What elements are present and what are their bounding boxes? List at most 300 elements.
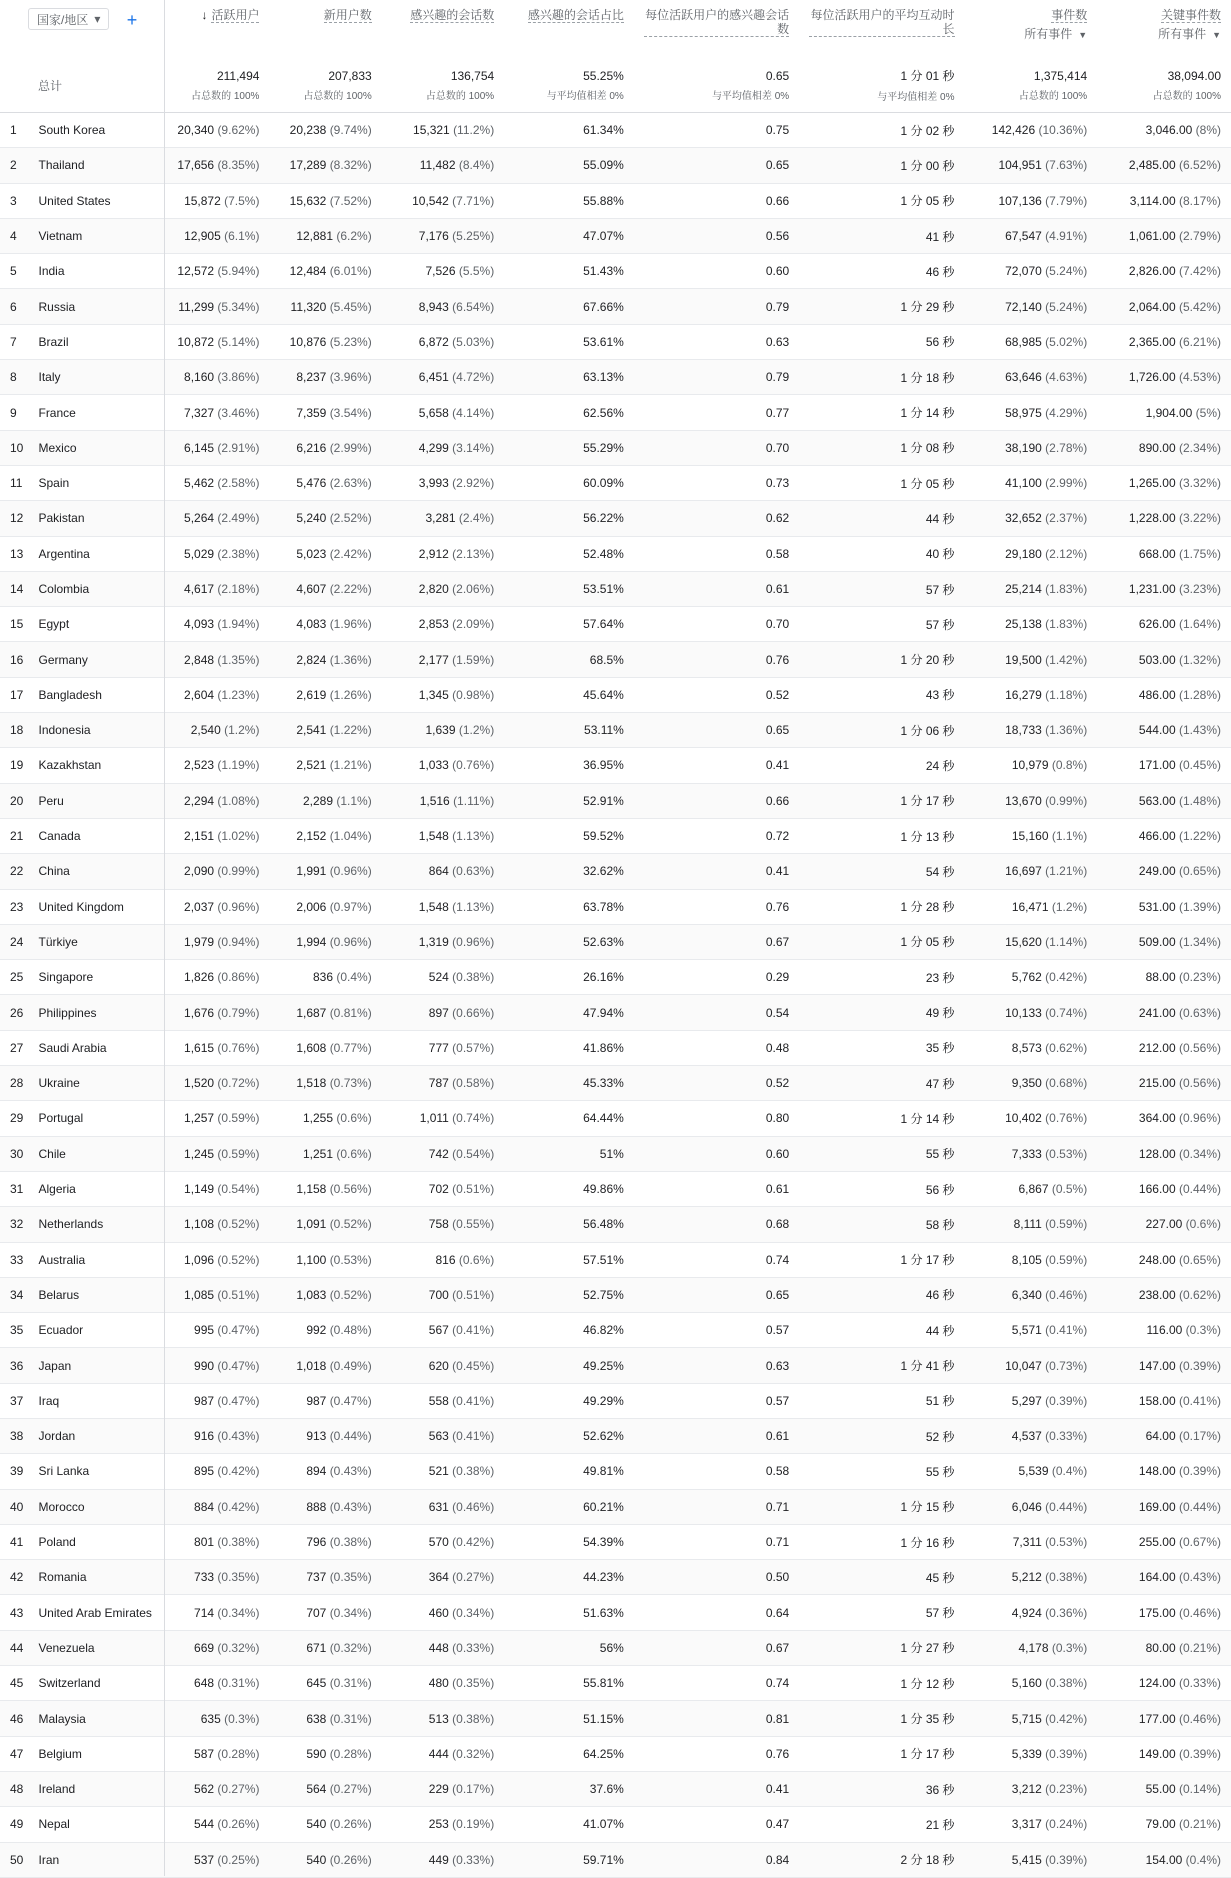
table-row[interactable] xyxy=(0,254,1231,289)
cell-new-users xyxy=(269,465,381,500)
cell-percent: (1.36%) xyxy=(329,652,372,667)
cell-value: 524 xyxy=(428,970,449,985)
cell-event-count xyxy=(965,1101,1098,1136)
cell-value: 1,033 xyxy=(418,758,449,773)
cell-value: 544.00 xyxy=(1138,723,1176,738)
cell-new-users xyxy=(269,395,381,430)
cell-percent: (0.39%) xyxy=(1045,1393,1088,1408)
table-row[interactable] xyxy=(0,1207,1231,1242)
table-row[interactable] xyxy=(0,360,1231,395)
cell-percent: (1.21%) xyxy=(329,758,372,773)
cell-active-users xyxy=(167,218,269,253)
cell-value: 6,867 xyxy=(1018,1182,1049,1197)
cell-key-events xyxy=(1097,1030,1231,1065)
row-country xyxy=(24,254,167,289)
key-event-filter-dropdown[interactable] xyxy=(1107,25,1221,42)
country-name: Ecuador xyxy=(38,1323,84,1338)
cell-value: 15,160 xyxy=(1011,829,1049,844)
rank-value: 27 xyxy=(10,1040,24,1055)
table-row[interactable] xyxy=(0,536,1231,571)
cell-percent: (0.38%) xyxy=(452,1464,495,1479)
cell-percent: (0.32%) xyxy=(329,1640,372,1655)
cell-engaged-sessions xyxy=(382,183,504,218)
cell-value: 1,345 xyxy=(418,687,449,702)
row-rank xyxy=(0,1807,24,1842)
table-row[interactable] xyxy=(0,1489,1231,1524)
table-row[interactable] xyxy=(0,1736,1231,1771)
cell-value: 4,299 xyxy=(418,440,449,455)
cell-active-users xyxy=(167,183,269,218)
table-row[interactable] xyxy=(0,465,1231,500)
cell-percent: (0.38%) xyxy=(1045,1570,1088,1585)
rank-value: 4 xyxy=(10,229,17,244)
cell-key-events xyxy=(1097,677,1231,712)
cell-percent: (0.97%) xyxy=(329,899,372,914)
table-row[interactable] xyxy=(0,642,1231,677)
cell-key-events xyxy=(1097,854,1231,889)
column-header-key-events[interactable] xyxy=(1097,0,1231,58)
total-sub: 占总数的 100% xyxy=(191,90,260,102)
cell-new-users xyxy=(269,501,381,536)
cell-value: 1,257 xyxy=(184,1111,215,1126)
cell-engaged-sessions-per-user xyxy=(634,960,799,995)
table-row[interactable] xyxy=(0,1701,1231,1736)
table-row[interactable] xyxy=(0,1242,1231,1277)
table-row[interactable] xyxy=(0,1101,1231,1136)
row-rank xyxy=(0,1454,24,1489)
table-row[interactable] xyxy=(0,1560,1231,1595)
cell-engaged-sessions xyxy=(382,1524,504,1559)
cell-engaged-sessions xyxy=(382,818,504,853)
table-row[interactable] xyxy=(0,1418,1231,1453)
cell-avg-engagement-time xyxy=(799,642,964,677)
row-country xyxy=(24,395,167,430)
cell-percent: (5.94%) xyxy=(217,264,260,279)
cell-event-count xyxy=(965,1842,1098,1877)
cell-event-count xyxy=(965,677,1098,712)
cell-engaged-sessions xyxy=(382,607,504,642)
cell-percent: (0.17%) xyxy=(452,1782,495,1797)
cell-value: 995 xyxy=(194,1323,215,1338)
row-country xyxy=(24,1030,167,1065)
cell-active-users xyxy=(167,1101,269,1136)
cell-new-users xyxy=(269,854,381,889)
dimension-selector[interactable] xyxy=(28,8,109,30)
cell-value: 364.00 xyxy=(1138,1111,1176,1126)
cell-value: 1,255 xyxy=(303,1111,334,1126)
table-row[interactable] xyxy=(0,148,1231,183)
cell-value: 466.00 xyxy=(1138,829,1176,844)
cell-event-count xyxy=(965,1277,1098,1312)
cell-key-events xyxy=(1097,113,1231,148)
cell-engagement-rate xyxy=(504,642,634,677)
cell-value: 17,289 xyxy=(289,158,327,173)
cell-value: 57 秒 xyxy=(925,1606,955,1621)
cell-engagement-rate xyxy=(504,1595,634,1630)
cell-value: 1,994 xyxy=(296,934,327,949)
table-row[interactable] xyxy=(0,1313,1231,1348)
cell-value: 0.58 xyxy=(765,1464,790,1479)
table-row[interactable] xyxy=(0,960,1231,995)
cell-percent: (0.21%) xyxy=(1178,1817,1221,1832)
total-value: 136,754 xyxy=(450,68,495,83)
cell-percent: (0.46%) xyxy=(1045,1287,1088,1302)
cell-percent: (0.21%) xyxy=(1178,1640,1221,1655)
cell-engagement-rate xyxy=(504,571,634,606)
cell-avg-engagement-time xyxy=(799,924,964,959)
row-country xyxy=(24,1418,167,1453)
table-row[interactable] xyxy=(0,924,1231,959)
cell-value: 63.78% xyxy=(583,899,624,914)
cell-value: 0.81 xyxy=(765,1711,790,1726)
cell-key-events xyxy=(1097,1842,1231,1877)
cell-value: 4,537 xyxy=(1011,1429,1042,1444)
cell-value: 51.43% xyxy=(583,264,624,279)
table-row[interactable] xyxy=(0,183,1231,218)
cell-engaged-sessions xyxy=(382,960,504,995)
cell-value: 241.00 xyxy=(1138,1005,1176,1020)
table-row[interactable] xyxy=(0,783,1231,818)
cell-value: 164.00 xyxy=(1138,1570,1176,1585)
cell-percent: (0.72%) xyxy=(217,1076,260,1091)
cell-engaged-sessions xyxy=(382,1348,504,1383)
row-rank xyxy=(0,395,24,430)
cell-value: 1 分 00 秒 xyxy=(900,158,955,173)
country-name: Romania xyxy=(38,1570,87,1585)
cell-new-users xyxy=(269,1666,381,1701)
cell-event-count xyxy=(965,1666,1098,1701)
table-row[interactable] xyxy=(0,713,1231,748)
cell-value: 8,160 xyxy=(184,370,215,385)
cell-event-count xyxy=(965,995,1098,1030)
cell-avg-engagement-time xyxy=(799,1842,964,1877)
cell-percent: (0.8%) xyxy=(1051,758,1088,773)
column-header-active-users[interactable] xyxy=(167,0,269,58)
column-header-avg-engagement-time[interactable] xyxy=(799,0,964,58)
cell-value: 2,090 xyxy=(184,864,215,879)
cell-value: 128.00 xyxy=(1138,1146,1176,1161)
column-header-event-count[interactable] xyxy=(965,0,1098,58)
cell-engaged-sessions-per-user xyxy=(634,395,799,430)
cell-active-users xyxy=(167,607,269,642)
cell-new-users xyxy=(269,677,381,712)
cell-key-events xyxy=(1097,713,1231,748)
table-row[interactable] xyxy=(0,1277,1231,1312)
table-row[interactable] xyxy=(0,677,1231,712)
cell-percent: (3.96%) xyxy=(329,370,372,385)
cell-value: 1,319 xyxy=(418,934,449,949)
cell-value: 2,853 xyxy=(418,617,449,632)
cell-percent: (0.62%) xyxy=(1045,1040,1088,1055)
row-country xyxy=(24,889,167,924)
cell-engaged-sessions-per-user xyxy=(634,1242,799,1277)
table-row[interactable] xyxy=(0,113,1231,148)
table-row[interactable] xyxy=(0,571,1231,606)
column-header-label: 感兴趣的会话数 xyxy=(410,8,495,22)
table-row[interactable] xyxy=(0,289,1231,324)
cell-value: 175.00 xyxy=(1138,1605,1176,1620)
cell-key-events xyxy=(1097,1666,1231,1701)
table-row[interactable] xyxy=(0,995,1231,1030)
cell-percent: (0.54%) xyxy=(217,1182,260,1197)
cell-active-users xyxy=(167,1701,269,1736)
row-rank xyxy=(0,465,24,500)
cell-value: 46.82% xyxy=(583,1323,624,1338)
cell-value: 44 秒 xyxy=(925,511,955,526)
row-rank xyxy=(0,1630,24,1665)
cell-value: 0.65 xyxy=(765,1287,790,1302)
cell-value: 1,149 xyxy=(184,1182,215,1197)
cell-engaged-sessions xyxy=(382,1242,504,1277)
cell-percent: (2.99%) xyxy=(329,440,372,455)
total-value: 1,375,414 xyxy=(1033,68,1088,83)
table-row[interactable] xyxy=(0,1454,1231,1489)
cell-engaged-sessions-per-user xyxy=(634,1595,799,1630)
add-dimension-button[interactable]: + xyxy=(126,9,138,30)
cell-value: 10,872 xyxy=(177,334,215,349)
total-new-users xyxy=(269,58,381,113)
row-rank xyxy=(0,995,24,1030)
table-row[interactable] xyxy=(0,1771,1231,1806)
cell-active-users xyxy=(167,713,269,748)
table-row[interactable] xyxy=(0,1630,1231,1665)
table-row[interactable] xyxy=(0,1524,1231,1559)
cell-percent: (0.65%) xyxy=(1178,864,1221,879)
cell-value: 864 xyxy=(428,864,449,879)
cell-value: 29,180 xyxy=(1005,546,1042,561)
cell-avg-engagement-time xyxy=(799,1277,964,1312)
country-name: Belgium xyxy=(38,1746,82,1761)
table-row[interactable] xyxy=(0,395,1231,430)
table-row[interactable] xyxy=(0,324,1231,359)
cell-percent: (1.36%) xyxy=(1045,723,1088,738)
cell-percent: (0.59%) xyxy=(217,1111,260,1126)
country-name: Australia xyxy=(38,1252,86,1267)
cell-percent: (5.02%) xyxy=(1045,334,1088,349)
cell-active-users xyxy=(167,1595,269,1630)
header-row xyxy=(0,0,1231,58)
cell-event-count xyxy=(965,818,1098,853)
total-value: 1 分 01 秒 xyxy=(900,69,955,83)
cell-engaged-sessions-per-user xyxy=(634,113,799,148)
cell-percent: (0.27%) xyxy=(329,1782,372,1797)
event-filter-dropdown[interactable] xyxy=(975,25,1088,42)
cell-value: 12,881 xyxy=(296,229,334,244)
column-header-engaged-sessions-per-user[interactable] xyxy=(634,0,799,58)
cell-percent: (2.52%) xyxy=(329,511,372,526)
cell-active-users xyxy=(167,571,269,606)
row-rank xyxy=(0,1736,24,1771)
cell-percent: (5.03%) xyxy=(452,334,495,349)
cell-percent: (0.51%) xyxy=(217,1287,260,1302)
cell-value: 11,320 xyxy=(290,299,327,314)
cell-value: 1,826 xyxy=(184,970,215,985)
table-row[interactable] xyxy=(0,1136,1231,1171)
rank-value: 8 xyxy=(10,370,17,385)
country-name: Canada xyxy=(38,829,81,844)
cell-value: 2,037 xyxy=(184,899,215,914)
cell-percent: (0.33%) xyxy=(452,1640,495,1655)
cell-percent: (0.56%) xyxy=(1178,1076,1221,1091)
rank-value: 35 xyxy=(10,1323,24,1338)
cell-value: 255.00 xyxy=(1138,1535,1176,1550)
cell-value: 56.22% xyxy=(583,511,624,526)
table-row[interactable] xyxy=(0,1030,1231,1065)
cell-value: 6,340 xyxy=(1011,1287,1042,1302)
table-row[interactable] xyxy=(0,1595,1231,1630)
row-country xyxy=(24,113,167,148)
row-rank xyxy=(0,254,24,289)
cell-percent: (1.2%) xyxy=(224,723,260,738)
cell-percent: (0.26%) xyxy=(329,1817,372,1832)
table-row[interactable] xyxy=(0,1348,1231,1383)
cell-value: 1,548 xyxy=(418,829,449,844)
column-header-new-users[interactable] xyxy=(269,0,381,58)
table-row[interactable] xyxy=(0,1066,1231,1101)
dropdown-caret-icon: ▾ xyxy=(94,12,101,26)
cell-active-users xyxy=(167,501,269,536)
cell-value: 3,046.00 xyxy=(1145,123,1193,138)
cell-value: 249.00 xyxy=(1138,864,1176,879)
cell-value: 53.51% xyxy=(583,582,624,596)
cell-value: 5,415 xyxy=(1011,1852,1042,1867)
cell-avg-engagement-time xyxy=(799,1560,964,1595)
cell-percent: (0.65%) xyxy=(1178,1252,1221,1267)
cell-active-users xyxy=(167,148,269,183)
row-country xyxy=(24,360,167,395)
cell-percent: (0.27%) xyxy=(217,1782,260,1797)
cell-percent: (0.76%) xyxy=(452,758,495,773)
cell-event-count xyxy=(965,960,1098,995)
country-name: Thailand xyxy=(38,158,85,173)
cell-engaged-sessions xyxy=(382,1771,504,1806)
cell-engagement-rate xyxy=(504,854,634,889)
table-row[interactable] xyxy=(0,1842,1231,1877)
table-row[interactable] xyxy=(0,218,1231,253)
row-country xyxy=(24,677,167,712)
cell-event-count xyxy=(965,324,1098,359)
cell-active-users xyxy=(167,1489,269,1524)
column-header-engagement-rate[interactable] xyxy=(504,0,634,58)
cell-value: 631 xyxy=(428,1499,449,1514)
table-row[interactable] xyxy=(0,501,1231,536)
cell-value: 1,726.00 xyxy=(1128,370,1176,385)
cell-key-events xyxy=(1097,1560,1231,1595)
total-value: 55.25% xyxy=(583,68,624,83)
cell-percent: (0.34%) xyxy=(329,1605,372,1620)
cell-value: 648 xyxy=(194,1676,215,1691)
cell-engagement-rate xyxy=(504,501,634,536)
cell-percent: (2.78%) xyxy=(1045,440,1088,455)
cell-percent: (2.91%) xyxy=(217,440,260,455)
cell-value: 787 xyxy=(428,1076,449,1091)
country-name: Chile xyxy=(38,1146,66,1161)
cell-percent: (0.35%) xyxy=(452,1676,495,1691)
cell-engaged-sessions-per-user xyxy=(634,1136,799,1171)
cell-percent: (0.3%) xyxy=(1051,1640,1088,1655)
cell-engaged-sessions xyxy=(382,1207,504,1242)
cell-engaged-sessions-per-user xyxy=(634,571,799,606)
rank-value: 10 xyxy=(10,440,24,455)
row-country xyxy=(24,1630,167,1665)
cell-event-count xyxy=(965,1524,1098,1559)
row-rank xyxy=(0,360,24,395)
cell-active-users xyxy=(167,924,269,959)
table-row[interactable] xyxy=(0,607,1231,642)
cell-value: 54.39% xyxy=(583,1535,624,1550)
cell-value: 40 秒 xyxy=(925,547,955,562)
cell-value: 0.56 xyxy=(765,229,790,244)
cell-percent: (4.91%) xyxy=(1045,229,1088,244)
cell-value: 987 xyxy=(194,1393,215,1408)
country-name: Mexico xyxy=(38,440,77,455)
cell-percent: (8.17%) xyxy=(1178,193,1221,208)
cell-engaged-sessions xyxy=(382,324,504,359)
cell-value: 5,023 xyxy=(296,546,327,561)
row-country xyxy=(24,183,167,218)
cell-percent: (7.52%) xyxy=(329,193,372,208)
table-row[interactable] xyxy=(0,748,1231,783)
cell-value: 19,500 xyxy=(1005,652,1042,667)
table-row[interactable] xyxy=(0,854,1231,889)
cell-value: 0.52 xyxy=(765,687,790,702)
cell-engagement-rate xyxy=(504,148,634,183)
cell-engaged-sessions xyxy=(382,854,504,889)
row-rank xyxy=(0,642,24,677)
cell-percent: (0.59%) xyxy=(1045,1252,1088,1267)
cell-value: 55.81% xyxy=(583,1676,624,1691)
cell-avg-engagement-time xyxy=(799,960,964,995)
cell-percent: (5.14%) xyxy=(217,334,260,349)
cell-event-count xyxy=(965,254,1098,289)
cell-avg-engagement-time xyxy=(799,889,964,924)
cell-value: 49 秒 xyxy=(925,1006,955,1021)
table-row[interactable] xyxy=(0,889,1231,924)
cell-engaged-sessions xyxy=(382,360,504,395)
cell-value: 801 xyxy=(194,1535,215,1550)
cell-value: 55.29% xyxy=(583,440,624,455)
rank-value: 11 xyxy=(10,476,23,491)
row-rank xyxy=(0,1101,24,1136)
rank-value: 37 xyxy=(10,1393,24,1408)
row-country xyxy=(24,1842,167,1877)
cell-engaged-sessions-per-user xyxy=(634,818,799,853)
table-row[interactable] xyxy=(0,1666,1231,1701)
table-row[interactable] xyxy=(0,1807,1231,1842)
cell-event-count xyxy=(965,1560,1098,1595)
cell-percent: (1.14%) xyxy=(1045,934,1088,949)
cell-percent: (0.41%) xyxy=(1045,1323,1088,1338)
cell-value: 2 分 18 秒 xyxy=(900,1853,955,1868)
cell-active-users xyxy=(167,1666,269,1701)
row-country xyxy=(24,289,167,324)
table-row[interactable] xyxy=(0,818,1231,853)
cell-percent: (3.22%) xyxy=(1178,511,1221,526)
table-row[interactable] xyxy=(0,1383,1231,1418)
cell-engaged-sessions xyxy=(382,748,504,783)
cell-engagement-rate xyxy=(504,677,634,712)
column-header-engaged-sessions[interactable] xyxy=(382,0,504,58)
table-row[interactable] xyxy=(0,430,1231,465)
table-row[interactable] xyxy=(0,1171,1231,1206)
cell-percent: (0.46%) xyxy=(452,1499,495,1514)
cell-engagement-rate xyxy=(504,1313,634,1348)
cell-event-count xyxy=(965,183,1098,218)
cell-new-users xyxy=(269,1171,381,1206)
cell-value: 43 秒 xyxy=(925,688,955,703)
row-country xyxy=(24,501,167,536)
cell-value: 714 xyxy=(194,1605,215,1620)
